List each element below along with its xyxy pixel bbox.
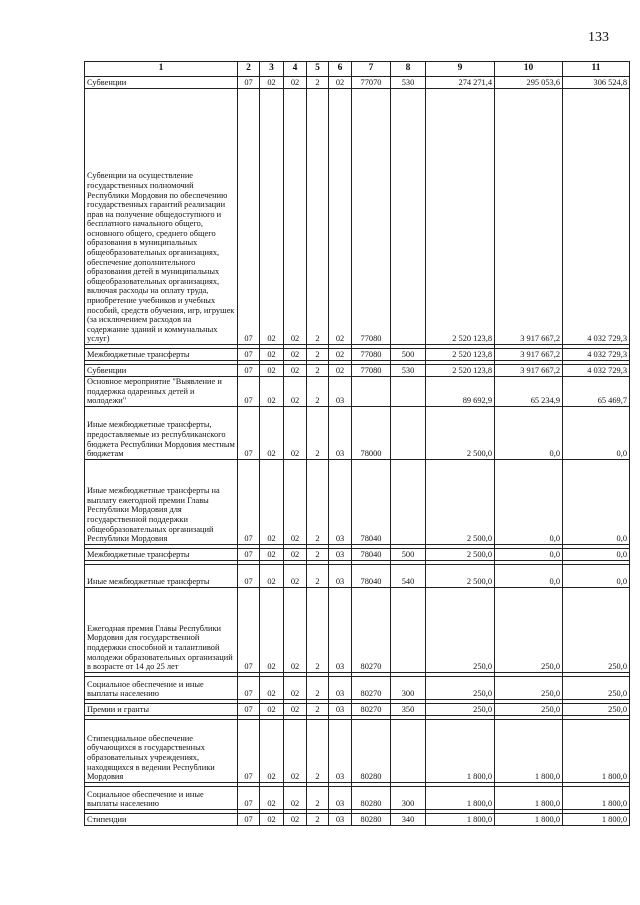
row-name: Ежегодная премия Главы Республики Мордовия для государственной поддержки способной и талантливой молодежи образовательных организаций в возрасте от 14 до 25 лет [85, 587, 238, 672]
code-section: 07 [238, 703, 260, 715]
amount-col-9: 1 800,0 [426, 719, 495, 782]
amount-col-10: 250,0 [495, 703, 563, 715]
amount-col-10: 0,0 [495, 406, 563, 459]
code-subprogram: 2 [307, 813, 329, 825]
amount-col-9: 2 520 123,8 [426, 365, 495, 377]
code-section: 07 [238, 77, 260, 89]
row-name: Иные межбюджетные трансферты на выплату ежегодной премии Главы Республики Мордовия для государственной поддержки общеобразовательных организаций Республики Мордовия [85, 459, 238, 544]
row-name: Социальное обеспечение и иные выплаты населению [85, 786, 238, 809]
code-program: 02 [284, 548, 307, 560]
code-subsection: 02 [260, 703, 284, 715]
code-direction: 78000 [352, 406, 391, 459]
amount-col-10: 0,0 [495, 459, 563, 544]
code-subsection: 02 [260, 719, 284, 782]
amount-col-9: 2 520 123,8 [426, 349, 495, 361]
amount-col-10: 65 234,9 [495, 377, 563, 407]
code-expense-type: 300 [391, 676, 426, 699]
code-direction: 78040 [352, 548, 391, 560]
column-header: 10 [495, 62, 563, 77]
code-subsection: 02 [260, 564, 284, 587]
code-direction: 80280 [352, 719, 391, 782]
code-direction: 77080 [352, 365, 391, 377]
code-program: 02 [284, 719, 307, 782]
code-section: 07 [238, 365, 260, 377]
table-row [85, 676, 630, 699]
column-header: 4 [284, 62, 307, 77]
row-name: Премии и гранты [85, 703, 238, 715]
code-expense-type: 500 [391, 548, 426, 560]
code-event: 03 [329, 587, 352, 672]
code-expense-type: 350 [391, 703, 426, 715]
column-header: 6 [329, 62, 352, 77]
code-program: 02 [284, 365, 307, 377]
table-row [85, 548, 630, 560]
code-subprogram: 2 [307, 377, 329, 407]
column-header: 9 [426, 62, 495, 77]
column-header: 1 [85, 62, 238, 77]
table-row [85, 377, 630, 407]
code-expense-type: 340 [391, 813, 426, 825]
amount-col-11: 0,0 [563, 564, 630, 587]
code-section: 07 [238, 459, 260, 544]
amount-col-10: 1 800,0 [495, 786, 563, 809]
amount-col-9: 250,0 [426, 703, 495, 715]
code-event: 03 [329, 813, 352, 825]
code-program: 02 [284, 77, 307, 89]
code-event: 02 [329, 365, 352, 377]
amount-col-11: 306 524,8 [563, 77, 630, 89]
amount-col-10: 250,0 [495, 676, 563, 699]
amount-col-9: 2 500,0 [426, 459, 495, 544]
row-name: Основное мероприятие "Выявление и поддержка одаренных детей и молодежи" [85, 377, 238, 407]
code-event: 02 [329, 349, 352, 361]
code-event: 03 [329, 676, 352, 699]
code-section: 07 [238, 813, 260, 825]
code-subprogram: 2 [307, 365, 329, 377]
amount-col-10: 3 917 667,2 [495, 349, 563, 361]
amount-col-9: 2 520 123,8 [426, 89, 495, 345]
table-row [85, 459, 630, 544]
code-subsection: 02 [260, 813, 284, 825]
code-direction: 78040 [352, 459, 391, 544]
amount-col-11: 0,0 [563, 548, 630, 560]
code-program: 02 [284, 703, 307, 715]
code-expense-type [391, 377, 426, 407]
code-section: 07 [238, 349, 260, 361]
code-expense-type: 500 [391, 349, 426, 361]
amount-col-11: 250,0 [563, 676, 630, 699]
code-program: 02 [284, 89, 307, 345]
code-subprogram: 2 [307, 77, 329, 89]
table-row [85, 77, 630, 89]
row-name: Межбюджетные трансферты [85, 548, 238, 560]
code-expense-type [391, 89, 426, 345]
amount-col-11: 1 800,0 [563, 786, 630, 809]
code-program: 02 [284, 349, 307, 361]
code-subprogram: 2 [307, 587, 329, 672]
amount-col-10: 0,0 [495, 548, 563, 560]
table-row [85, 703, 630, 715]
code-program: 02 [284, 813, 307, 825]
code-subprogram: 2 [307, 676, 329, 699]
amount-col-11: 4 032 729,3 [563, 349, 630, 361]
code-program: 02 [284, 459, 307, 544]
code-event: 03 [329, 548, 352, 560]
row-name: Межбюджетные трансферты [85, 349, 238, 361]
table-row [85, 587, 630, 672]
code-direction: 80280 [352, 786, 391, 809]
code-program: 02 [284, 676, 307, 699]
amount-col-11: 1 800,0 [563, 719, 630, 782]
column-header: 2 [238, 62, 260, 77]
code-subsection: 02 [260, 406, 284, 459]
table-row [85, 89, 630, 345]
code-expense-type [391, 459, 426, 544]
budget-table [84, 61, 630, 826]
code-event: 03 [329, 703, 352, 715]
code-expense-type: 530 [391, 365, 426, 377]
header-row [85, 62, 630, 77]
code-direction [352, 377, 391, 407]
amount-col-11: 65 469,7 [563, 377, 630, 407]
code-section: 07 [238, 89, 260, 345]
code-subsection: 02 [260, 548, 284, 560]
code-program: 02 [284, 587, 307, 672]
code-subsection: 02 [260, 676, 284, 699]
code-program: 02 [284, 377, 307, 407]
table-row [85, 406, 630, 459]
amount-col-9: 1 800,0 [426, 813, 495, 825]
code-event: 03 [329, 786, 352, 809]
code-event: 03 [329, 406, 352, 459]
code-subsection: 02 [260, 587, 284, 672]
code-subprogram: 2 [307, 406, 329, 459]
amount-col-9: 250,0 [426, 587, 495, 672]
code-direction: 80270 [352, 676, 391, 699]
code-subsection: 02 [260, 377, 284, 407]
code-direction: 77080 [352, 349, 391, 361]
code-section: 07 [238, 548, 260, 560]
amount-col-11: 0,0 [563, 406, 630, 459]
row-name: Социальное обеспечение и иные выплаты населению [85, 676, 238, 699]
row-name: Субвенции на осуществление государственных полномочий Республики Мордовия по обеспечению государственных гарантий реализации прав на получение общедоступного и бесплатного начального общего, основного общего, среднего общего образования в муниципальных общеобразовательных организациях, обеспечение дополнительного образования детей в муниципальных общеобразовательных организациях, включая расходы на оплату труда, приобретение учебников и учебных пособий, средств обучения, игр, игрушек (за исключением расходов на содержание зданий и коммунальных услуг) [85, 89, 238, 345]
code-direction: 80280 [352, 813, 391, 825]
code-event: 03 [329, 564, 352, 587]
row-name: Субвенции [85, 77, 238, 89]
amount-col-9: 274 271,4 [426, 77, 495, 89]
code-event: 03 [329, 377, 352, 407]
code-subsection: 02 [260, 89, 284, 345]
code-subsection: 02 [260, 349, 284, 361]
code-section: 07 [238, 564, 260, 587]
row-name: Иные межбюджетные трансферты, предоставляемые из республиканского бюджета Республики Мордовия местным бюджетам [85, 406, 238, 459]
code-program: 02 [284, 564, 307, 587]
code-subsection: 02 [260, 459, 284, 544]
amount-col-10: 250,0 [495, 587, 563, 672]
column-header: 8 [391, 62, 426, 77]
amount-col-9: 2 500,0 [426, 564, 495, 587]
code-subprogram: 2 [307, 786, 329, 809]
amount-col-9: 250,0 [426, 676, 495, 699]
code-direction: 77080 [352, 89, 391, 345]
amount-col-9: 2 500,0 [426, 406, 495, 459]
code-expense-type [391, 587, 426, 672]
code-subprogram: 2 [307, 89, 329, 345]
row-name: Субвенции [85, 365, 238, 377]
code-direction: 78040 [352, 564, 391, 587]
code-event: 02 [329, 89, 352, 345]
amount-col-10: 295 053,6 [495, 77, 563, 89]
code-subprogram: 2 [307, 719, 329, 782]
code-event: 03 [329, 719, 352, 782]
code-subsection: 02 [260, 77, 284, 89]
code-program: 02 [284, 786, 307, 809]
code-subprogram: 2 [307, 459, 329, 544]
code-expense-type: 540 [391, 564, 426, 587]
code-subprogram: 2 [307, 703, 329, 715]
code-section: 07 [238, 587, 260, 672]
table-row [85, 813, 630, 825]
amount-col-9: 1 800,0 [426, 786, 495, 809]
code-event: 03 [329, 459, 352, 544]
table-row [85, 349, 630, 361]
code-subprogram: 2 [307, 564, 329, 587]
code-program: 02 [284, 406, 307, 459]
row-name: Стипендиальное обеспечение обучающихся в государственных образовательных учреждениях, находящихся в ведении Республики Мордовия [85, 719, 238, 782]
code-subsection: 02 [260, 786, 284, 809]
page-number: 133 [588, 30, 609, 45]
code-direction: 80270 [352, 587, 391, 672]
code-section: 07 [238, 406, 260, 459]
code-expense-type [391, 406, 426, 459]
table-row [85, 786, 630, 809]
amount-col-11: 0,0 [563, 459, 630, 544]
code-direction: 77070 [352, 77, 391, 89]
amount-col-10: 3 917 667,2 [495, 89, 563, 345]
column-header: 11 [563, 62, 630, 77]
amount-col-11: 1 800,0 [563, 813, 630, 825]
amount-col-10: 1 800,0 [495, 719, 563, 782]
code-expense-type: 530 [391, 77, 426, 89]
row-name: Стипендии [85, 813, 238, 825]
table-row [85, 365, 630, 377]
amount-col-11: 250,0 [563, 703, 630, 715]
code-direction: 80270 [352, 703, 391, 715]
amount-col-9: 2 500,0 [426, 548, 495, 560]
code-expense-type: 300 [391, 786, 426, 809]
code-section: 07 [238, 719, 260, 782]
row-name: Иные межбюджетные трансферты [85, 564, 238, 587]
column-header: 3 [260, 62, 284, 77]
amount-col-11: 4 032 729,3 [563, 365, 630, 377]
amount-col-11: 250,0 [563, 587, 630, 672]
code-subprogram: 2 [307, 548, 329, 560]
code-section: 07 [238, 786, 260, 809]
code-event: 02 [329, 77, 352, 89]
amount-col-9: 89 692,9 [426, 377, 495, 407]
column-header: 7 [352, 62, 391, 77]
code-expense-type [391, 719, 426, 782]
amount-col-11: 4 032 729,3 [563, 89, 630, 345]
amount-col-10: 1 800,0 [495, 813, 563, 825]
amount-col-10: 3 917 667,2 [495, 365, 563, 377]
code-subprogram: 2 [307, 349, 329, 361]
code-section: 07 [238, 676, 260, 699]
amount-col-10: 0,0 [495, 564, 563, 587]
table-row [85, 719, 630, 782]
table-row [85, 564, 630, 587]
code-section: 07 [238, 377, 260, 407]
column-header: 5 [307, 62, 329, 77]
code-subsection: 02 [260, 365, 284, 377]
